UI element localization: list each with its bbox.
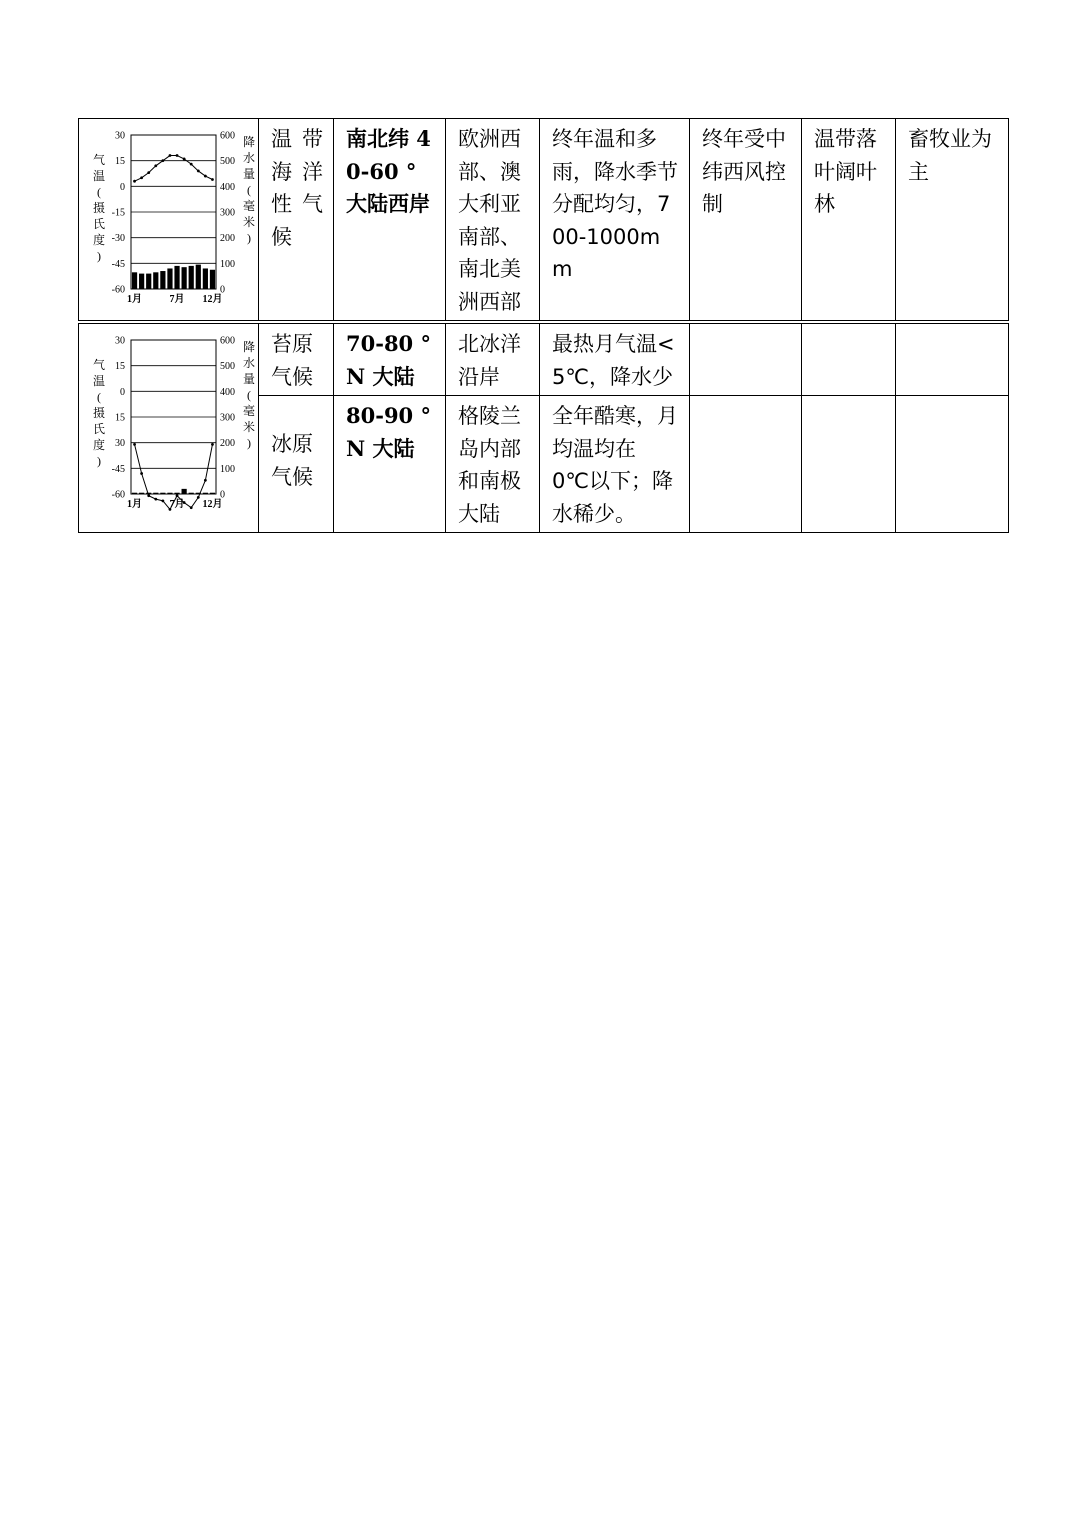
y2-tick-label: 500 [220,156,235,168]
table-row [79,119,1009,323]
y-axis-title: 气温(摄氏度) [92,153,106,263]
y-tick-label: 15 [115,361,125,373]
climate-distribution: 欧洲西部、澳大利亚南部、南北美洲西部 [446,119,540,323]
x-tick-label: 12月 [202,294,223,305]
climate-distribution: 北冰洋沿岸 [446,322,540,396]
y-tick-label: -60 [111,489,125,501]
x-tick-label: 7月 [169,294,185,305]
y2-tick-label: 100 [220,258,235,270]
climate-cause [690,396,802,533]
temperature-point [204,175,207,178]
precipitation-bar [210,270,215,289]
precipitation-bar [203,268,208,289]
y2-tick-label: 100 [220,463,235,475]
climate-distribution: 格陵兰岛内部和南极大陆 [446,396,540,533]
y2-tick-label: 200 [220,438,235,450]
precipitation-bar [182,267,187,289]
y-tick-label: 30 [115,335,125,347]
precipitation-bar [160,271,165,289]
y-tick-label: 30 [115,438,125,450]
precipitation-bar [174,266,179,289]
y2-tick-label: 0 [220,489,225,501]
y2-tick-label: 300 [220,207,235,219]
y-tick-label: 30 [115,130,125,142]
y-tick-label: -45 [111,258,125,270]
temperature-point [176,154,179,157]
y2-axis-title: 降水量(毫米) [242,135,256,245]
x-tick-label: 7月 [169,499,185,510]
climate-vegetation [802,322,896,396]
precipitation-bar [167,493,172,494]
precipitation-bar [174,493,179,494]
temperature-point [133,443,136,446]
y-tick-label: 15 [115,412,125,424]
climate-cause: 终年受中纬西风控制 [690,119,802,323]
y2-tick-label: 300 [220,412,235,424]
table-row [79,322,1009,396]
y-axis-title: 气温(摄氏度) [92,358,106,468]
precipitation-bar [182,489,187,494]
y2-tick-label: 0 [220,284,225,296]
temperature-point [183,158,186,161]
x-tick-label: 12月 [202,499,223,510]
climate-features: 全年酷寒，月均温均在 0℃以下；降水稀少。 [540,396,690,533]
climate-location: 80-90 °N 大陆 [334,396,446,533]
temperature-point [204,479,207,482]
y2-tick-label: 500 [220,361,235,373]
climate-vegetation: 温带落叶阔叶林 [802,119,896,323]
precipitation-bar [189,266,194,289]
climate-name: 温带海洋性气候 [259,119,334,323]
temperature-point [133,180,136,183]
precipitation-bar [139,493,144,494]
temperature-point [147,494,150,497]
y-tick-label: -30 [111,233,125,245]
temperature-point [154,164,157,167]
temperature-point [147,171,150,174]
y2-axis-title: 降水量(毫米) [242,340,256,450]
temperature-line [135,156,213,182]
precipitation-bar [146,493,151,494]
temperature-point [190,163,193,166]
temperature-point [197,496,200,499]
precipitation-bar [203,493,208,494]
temperature-point [154,498,157,501]
precipitation-bar [153,493,158,494]
temperature-point [169,154,172,157]
y-tick-label: 15 [115,156,125,168]
temperature-point [211,178,214,181]
y-tick-label: -45 [111,463,125,475]
precipitation-bar [153,272,158,289]
y2-tick-label: 400 [220,181,235,193]
temperature-point [161,159,164,162]
climate-features: 最热月气温<5℃，降水少 [540,322,690,396]
x-tick-label: 1月 [127,294,143,305]
temperature-point [190,506,193,509]
climate-chart-temperate-maritime [79,119,259,315]
temperature-point [176,494,179,497]
temperature-point [197,170,200,173]
climate-chart-tundra-icecap [79,324,259,520]
climate-features: 终年温和多雨，降水季节分配均匀，700-1000mm [540,119,690,323]
precipitation-bar [167,268,172,289]
temperature-point [161,499,164,502]
climate-name: 苔原气候 [259,322,334,396]
climate-agriculture [896,396,1009,533]
x-tick-label: 1月 [127,499,143,510]
y2-tick-label: 400 [220,386,235,398]
climate-agriculture: 畜牧业为主 [896,119,1009,323]
y-tick-label: -60 [111,284,125,296]
y2-tick-label: 200 [220,233,235,245]
climate-chart-cell [79,119,259,323]
climate-location: 70-80 °N 大陆 [334,322,446,396]
temperature-point [211,443,214,446]
precipitation-bar [139,274,144,289]
precipitation-bar [132,272,137,289]
precipitation-bar [196,265,201,289]
climate-name: 冰原气候 [259,396,334,533]
climate-location: 南北纬 40-60 °大陆西岸 [334,119,446,323]
climate-table [78,118,1009,533]
temperature-point [140,176,143,179]
precipitation-bar [146,274,151,289]
y-tick-label: 0 [120,181,125,193]
precipitation-bar [189,493,194,494]
climate-vegetation [802,396,896,533]
y-tick-label: 0 [120,386,125,398]
y2-tick-label: 600 [220,335,235,347]
precipitation-bar [132,493,137,494]
precipitation-bar [160,493,165,494]
y-tick-label: -15 [111,207,125,219]
precipitation-bar [210,493,215,494]
climate-chart-cell [79,322,259,533]
y2-tick-label: 600 [220,130,235,142]
climate-cause [690,322,802,396]
temperature-point [140,472,143,475]
climate-agriculture [896,322,1009,396]
